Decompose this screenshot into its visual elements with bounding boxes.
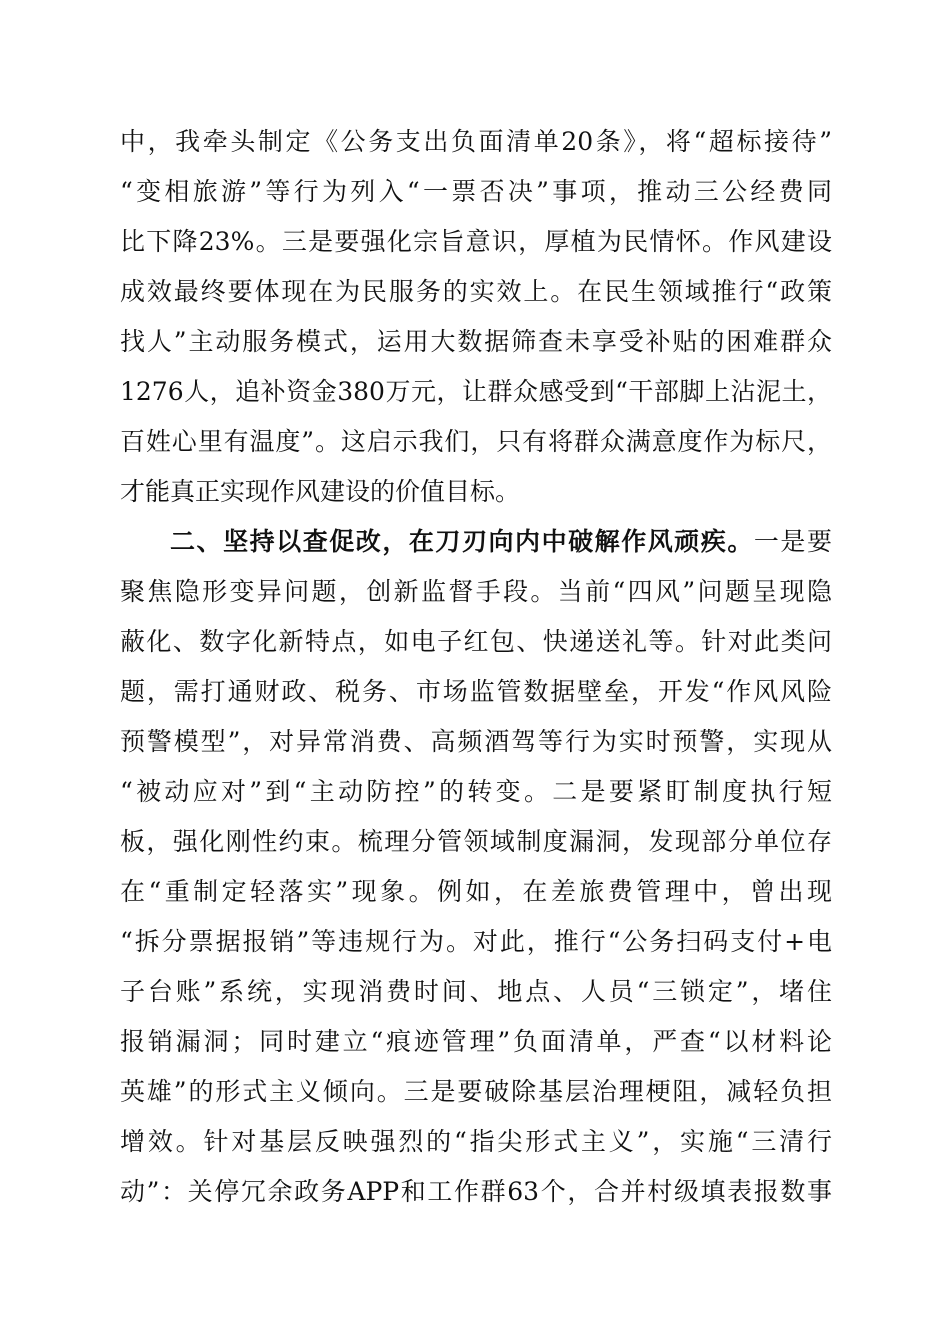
document-page (120, 117, 832, 1217)
text-line: 在“重制定轻落实”现象。例如，在差旅费管理中，曾出现 (120, 877, 832, 906)
text-line: 题，需打通财政、税务、市场监管数据壁垒，开发“作风风险 (120, 677, 832, 706)
text-line: “变相旅游”等行为列入“一票否决”事项，推动三公经费同 (120, 177, 832, 206)
text-line: 中，我牵头制定《公务支出负面清单20条》，将“超标接待” (120, 127, 832, 156)
text-line: “被动应对”到“主动防控”的转变。二是要紧盯制度执行短 (120, 777, 832, 806)
text-line: 预警模型”，对异常消费、高频酒驾等行为实时预警，实现从 (120, 727, 832, 756)
section-heading-line (120, 517, 832, 567)
text-line: “拆分票据报销”等违规行为。对此，推行“公务扫码支付+电 (120, 927, 832, 956)
text-line: 比下降23%。三是要强化宗旨意识，厚植为民情怀。作风建设 (120, 227, 832, 256)
paragraph-rectification (120, 517, 832, 1217)
section-heading: 二、坚持以查促改，在刀刃向内中破解作风顽疾。 (170, 527, 754, 556)
text-line: 蔽化、数字化新特点，如电子红包、快递送礼等。针对此类问 (120, 627, 832, 656)
text-line: 增效。针对基层反映强烈的“指尖形式主义”，实施“三清行 (120, 1127, 832, 1156)
text-line: 聚焦隐形变异问题，创新监督手段。当前“四风”问题呈现隐 (120, 577, 832, 606)
text-line: 子台账”系统，实现消费时间、地点、人员“三锁定”，堵住 (120, 977, 832, 1006)
paragraph-service (120, 117, 832, 517)
text-line: 报销漏洞；同时建立“痕迹管理”负面清单，严查“以材料论 (120, 1027, 832, 1056)
heading-line-rest: 一是要 (753, 527, 832, 556)
text-line: 找人”主动服务模式，运用大数据筛查未享受补贴的困难群众 (120, 327, 832, 356)
text-line: 才能真正实现作风建设的价值目标。 (120, 477, 521, 506)
text-line: 百姓心里有温度”。这启示我们，只有将群众满意度作为标尺， (120, 427, 832, 456)
text-line: 成效最终要体现在为民服务的实效上。在民生领域推行“政策 (120, 277, 832, 306)
text-line: 英雄”的形式主义倾向。三是要破除基层治理梗阻，减轻负担 (120, 1077, 832, 1106)
text-line: 1276人，追补资金380万元，让群众感受到“干部脚上沾泥土， (120, 377, 832, 406)
text-line: 板，强化刚性约束。梳理分管领域制度漏洞，发现部分单位存 (120, 827, 832, 856)
text-line: 动”：关停冗余政务APP和工作群63个，合并村级填表报数事 (120, 1177, 832, 1206)
